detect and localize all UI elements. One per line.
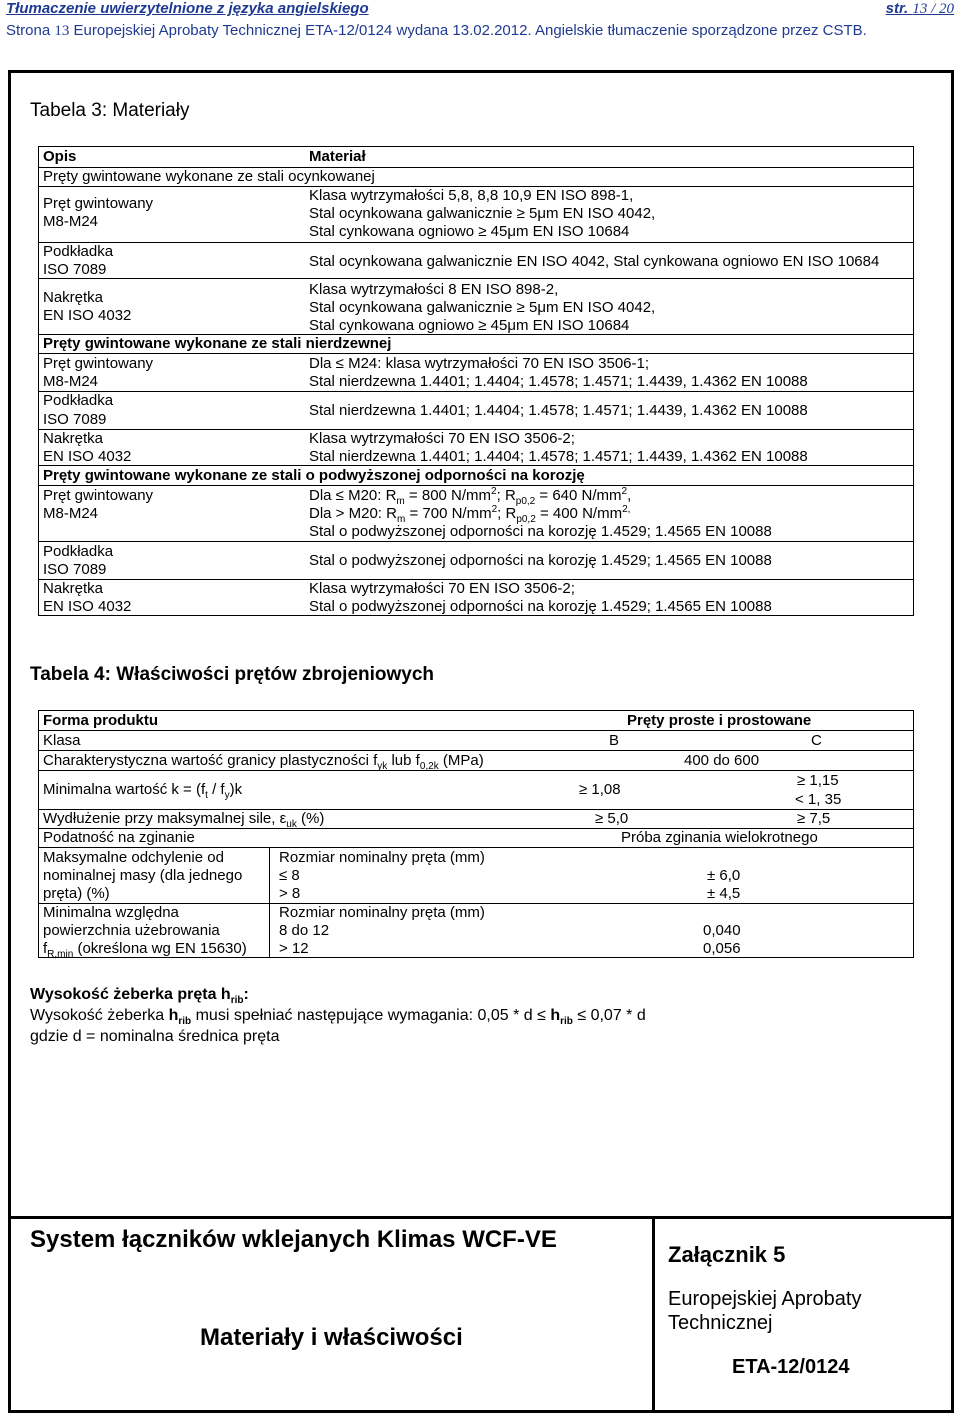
footer-eta-number: ETA-12/0124 [732,1356,850,1378]
page-value: 13 / 20 [912,1,954,17]
row-material-1: Klasa wytrzymałości 5,8, 8,8 10,9 EN ISO 898-1, [309,187,634,204]
superscript: 2 [621,486,628,497]
table-row [39,580,913,615]
section-title: Pręty gwintowane wykonane ze stali ocynkowanej [43,168,375,185]
row-opis-2: EN ISO 4032 [43,448,132,465]
minw-size-header: Rozmiar nominalny pręta (mm) [279,904,485,921]
subscript: t [205,790,208,801]
row-material-1: Klasa wytrzymałości 70 EN ISO 3506-2; [309,580,575,597]
header-subtitle-text: Europejskiej Aprobaty Technicznej ETA-12/0124 wydana 13.02.2012. Angielskie tłumaczenie sporządzone przez CSTB. [73,22,867,39]
table3 [38,146,914,616]
table3-section-corrosion [39,466,913,486]
page-prefix: str. [885,0,909,17]
text: = 700 N/mm [405,505,492,522]
table-row [39,810,913,829]
rib-requirement [30,1005,646,1026]
subscript: uk [286,819,297,830]
superscript: 2 [491,504,498,515]
footer-vertical-divider [652,1216,655,1413]
row-opis-1: Pręt gwintowany [43,195,154,212]
text: Minimalna wartość k = (f [43,781,206,798]
table-row [39,751,913,771]
klasa-c: C [811,732,822,749]
header-strona: Strona [6,22,51,39]
table-row [39,279,913,335]
row-opis-2: ISO 7089 [43,261,107,278]
text: Dla ≤ M20: R [309,487,397,504]
row-opis-1: Nakrętka [43,430,104,447]
col-material: Materiał [309,148,366,165]
row-opis-2: M8-M24 [43,505,99,522]
header-subtitle [6,22,867,40]
subscript: y [224,790,230,801]
row-opis-2: EN ISO 4032 [43,307,132,324]
superscript: 2, [622,504,631,515]
minw-val-2: 0,056 [703,940,741,957]
row-opis-2: EN ISO 4032 [43,598,132,615]
row-material-2: Stal nierdzewna 1.4401; 1.4404; 1.4578; 1.4571; 1.4439, 1.4362 EN 10088 [309,373,808,390]
row-opis-2: ISO 7089 [43,411,107,428]
row-opis-1: Podkładka [43,243,114,260]
row-opis-2: ISO 7089 [43,561,107,578]
table-row [39,829,913,848]
podat-label: Podatność na zginanie [43,829,195,846]
subscript: m [396,496,405,507]
table4 [38,710,914,958]
maks-label-3: pręta) (%) [43,885,110,902]
row-opis-1: Podkładka [43,543,114,560]
row-material-1: Stal nierdzewna 1.4401; 1.4404; 1.4578; 1.4571; 1.4439, 1.4362 EN 10088 [309,402,808,419]
text: (określona wg EN 15630) [73,940,247,957]
text: = 640 N/mm [535,487,622,504]
char-label [43,752,484,772]
maks-val-1: ± 6,0 [707,867,741,884]
minw-val-1: 0,040 [703,922,741,939]
text: Charakterystyczna wartość granicy plastyczności f [43,752,378,769]
text: : [243,986,249,1003]
row-opis-1: Nakrętka [43,289,104,306]
maks-size-1: ≤ 8 [279,867,300,884]
rib-section [30,984,646,1047]
min-k-b: ≥ 1,08 [579,781,621,798]
header-forma: Forma produktu [43,712,158,729]
maks-label-2: nominalnej masy (dla jednego [43,867,243,884]
minw-label-2: powierzchnia użebrowania [43,922,220,939]
text: = 800 N/mm [404,487,492,504]
row-material-2: Stal ocynkowana galwanicznie ≥ 5μm EN ISO 4042, [309,205,656,222]
subscript: yk [377,761,388,772]
subscript: rib [178,1016,192,1028]
row-opis-1: Pręt gwintowany [43,355,154,372]
row-material-1: Dla ≤ M24: klasa wytrzymałości 70 EN ISO 3506-1; [309,355,650,372]
min-k-c2: < 1, 35 [795,791,842,808]
maks-val-2: ± 4,5 [707,885,741,902]
text: , [627,487,632,504]
klasa-label: Klasa [43,732,81,749]
document-header [6,0,954,18]
row-material-3: Stal o podwyższonej odporności na korozję 1.4529; 1.4565 EN 10088 [309,523,772,540]
row-opis-1: Podkładka [43,392,114,409]
row-material-3: Stal cynkowana ogniowo ≥ 45μm EN ISO 10684 [309,317,630,334]
table-row [39,187,913,243]
podat-value: Próba zginania wielokrotnego [621,829,818,846]
row-material-1: Stal o podwyższonej odporności na korozję 1.4529; 1.4565 EN 10088 [309,552,772,569]
minw-label-1: Minimalna względna [43,904,179,921]
text: ≤ 0,07 * d [572,1007,646,1024]
row-material-1: Klasa wytrzymałości 8 EN ISO 898-2, [309,281,559,298]
divider [269,904,270,957]
subscript: rib [560,1016,573,1028]
min-k-c1: ≥ 1,15 [797,772,839,789]
row-material-3: Stal cynkowana ogniowo ≥ 45μm EN ISO 10684 [309,223,630,240]
subscript: rib [230,995,244,1007]
section-title: Pręty gwintowane wykonane ze stali nierdzewnej [43,335,392,352]
row-material-1 [309,486,632,507]
table4-header-row [39,711,913,731]
row-opis-1: Pręt gwintowany [43,487,154,504]
text: (MPa) [438,752,484,769]
subscript: 0,2k [419,761,439,772]
table-row [39,486,913,542]
footer-section-title: Materiały i właściwości [200,1324,463,1351]
row-material-1: Klasa wytrzymałości 70 EN ISO 3506-2; [309,430,575,447]
table-row [39,392,913,430]
table-row [39,731,913,751]
table-row [39,430,913,466]
table4-title: Tabela 4: Właściwości prętów zbrojeniowych [30,664,435,685]
text: Wydłużenie przy maksymalnej sile, ε [43,810,287,827]
maks-label-1: Maksymalne odchylenie od [43,849,224,866]
subscript: p0,2 [515,496,536,507]
row-opis-2: M8-M24 [43,373,99,390]
table3-title: Tabela 3: Materiały [30,100,190,121]
row-opis-2: M8-M24 [43,213,99,230]
table-row [39,354,913,392]
header-translation-note: Tłumaczenie uwierzytelnione z języka angielskiego [6,0,369,17]
row-material-2: Stal ocynkowana galwanicznie ≥ 5μm EN ISO 4042, [309,299,656,316]
wyd-label [43,810,325,830]
rib-definition: gdzie d = nominalna średnica pręta [30,1028,280,1045]
subscript: p0,2 [516,514,536,525]
header-page-number [886,0,954,18]
superscript: 2 [491,486,497,497]
minw-size-2: > 12 [279,940,309,957]
wyd-c: ≥ 7,5 [797,810,831,827]
rib-title [30,984,646,1005]
maks-size-2: > 8 [279,885,301,902]
table3-section-galvanized [39,168,913,187]
min-k-label [43,781,243,801]
col-opis: Opis [43,148,77,165]
header-strona-num: 13 [54,23,70,39]
row-material-1: Stal ocynkowana galwanicznie EN ISO 4042, Stal cynkowana ogniowo EN ISO 10684 [309,253,880,270]
text: f [43,940,48,957]
subscript: R,min [47,949,74,960]
table-row [39,771,913,810]
minw-size-1: 8 do 12 [279,922,330,939]
table-row [39,848,913,904]
table3-section-stainless [39,335,913,354]
footer-annex: Załącznik 5 [668,1242,786,1267]
footer-eta-line2: Technicznej [668,1312,773,1334]
table-row [39,904,913,960]
text: ; R [496,487,516,504]
text: Dla > M20: R [309,505,397,522]
minw-label-3 [43,940,247,960]
text: / f [207,781,225,798]
row-material-2: Stal o podwyższonej odporności na korozję 1.4529; 1.4565 EN 10088 [309,598,772,615]
char-value: 400 do 600 [684,752,760,769]
text: )k [229,781,243,798]
text: h [168,1007,179,1024]
section-title: Pręty gwintowane wykonane ze stali o podwyższonej odporności na korozję [43,467,585,484]
text: Wysokość żeberka pręta h [30,986,231,1003]
text: = 400 N/mm [535,505,623,522]
klasa-b: B [609,732,620,749]
text: lub f [387,752,420,769]
maks-size-header: Rozmiar nominalny pręta (mm) [279,849,485,866]
header-prety: Pręty proste i prostowane [627,712,812,729]
text: musi spełniać następujące wymagania: 0,05 * d ≤ [191,1007,551,1024]
table-row [39,243,913,279]
footer-divider [8,1216,954,1219]
wyd-b: ≥ 5,0 [595,810,629,827]
subscript: m [396,514,406,525]
text: h [550,1007,561,1024]
row-material-2 [309,504,631,525]
divider [269,848,270,904]
text: Wysokość żeberka [30,1007,169,1024]
table-row [39,542,913,580]
text: (%) [296,810,325,827]
row-material-2: Stal nierdzewna 1.4401; 1.4404; 1.4578; 1.4571; 1.4439, 1.4362 EN 10088 [309,448,808,465]
footer-system-title: System łączników wklejanych Klimas WCF-VE [30,1226,557,1253]
table3-header-row [39,147,913,168]
row-opis-1: Nakrętka [43,580,104,597]
text: ; R [497,505,517,522]
footer-eta-line1: Europejskiej Aprobaty [668,1288,862,1310]
